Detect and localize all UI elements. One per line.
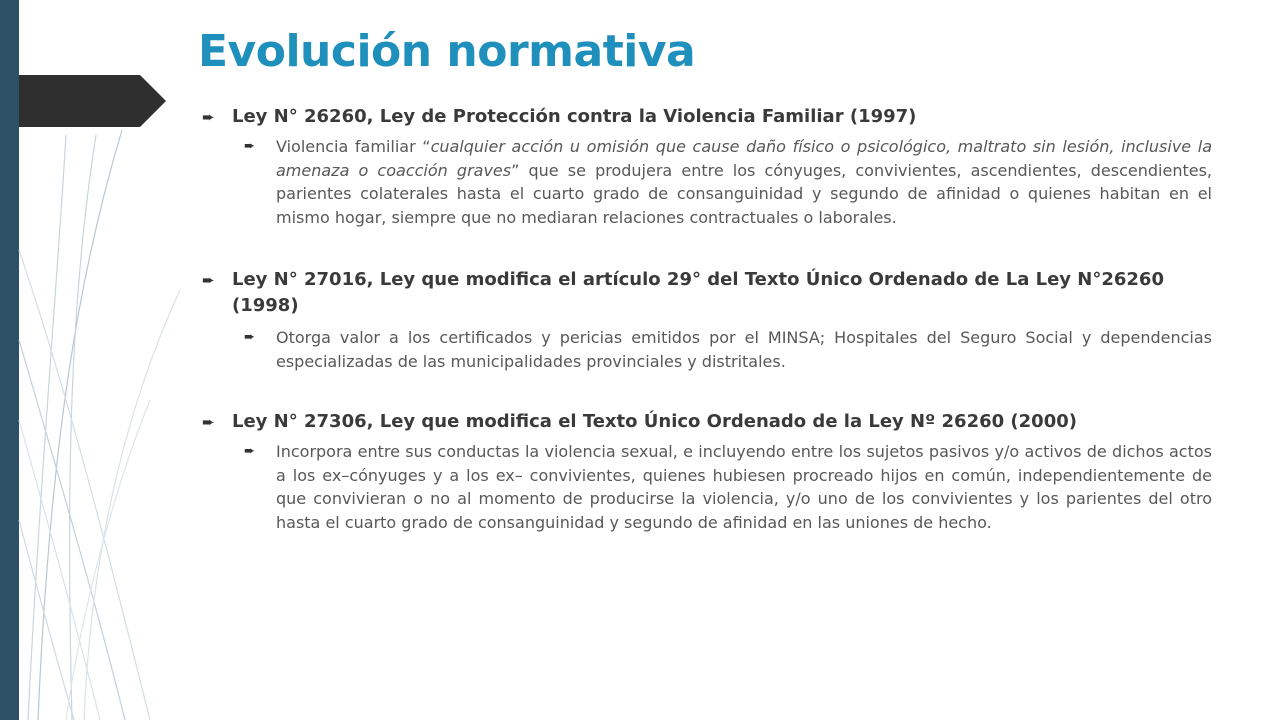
law-detail-text: Otorga valor a los certificados y pericias emitidos por el MINSA; Hospitales del Seguro Social y dependencias especializadas de las municipalidades provinciales y distritales. — [276, 328, 1212, 371]
law-heading-text: Ley N° 26260, Ley de Protección contra la Violencia Familiar (1997) — [232, 106, 917, 127]
page-title: Evolución normativa — [198, 26, 696, 77]
law-detail — [202, 135, 1212, 229]
law-detail-quote: cualquier acción u omisión que cause daño físico o psicológico, maltrato sin lesión, inclusive la amenaza o coacción graves — [276, 137, 1212, 180]
law-heading — [202, 104, 1212, 130]
slide-content — [202, 104, 1212, 534]
arrow-right-icon: ➨ — [202, 271, 215, 289]
law-section-27016 — [202, 267, 1212, 373]
law-heading-text: Ley N° 27306, Ley que modifica el Texto Único Ordenado de la Ley Nº 26260 (2000) — [232, 411, 1077, 432]
law-heading — [202, 267, 1212, 319]
decorative-curves — [19, 130, 180, 720]
law-detail — [202, 440, 1212, 534]
law-heading-text: Ley N° 27016, Ley que modifica el artículo 29° del Texto Único Ordenado de La Ley N°26260 (1998) — [232, 269, 1164, 316]
arrow-right-icon: ➨ — [244, 444, 255, 459]
law-detail — [202, 326, 1212, 373]
arrow-right-icon: ➨ — [202, 108, 215, 126]
sidebar-band — [0, 0, 19, 720]
title-arrow-tab — [19, 75, 166, 127]
law-detail-suffix: ” que se produjera entre los cónyuges, convivientes, ascendientes, descendientes, parientes colaterales hasta el cuarto grado de consanguinidad y segundo de afinidad o quienes habitan en el mismo hogar, siempre que no mediaran relaciones contractuales o laborales. — [276, 160, 1212, 227]
law-section-27306 — [202, 409, 1212, 534]
arrow-right-icon: ➨ — [244, 330, 255, 345]
law-detail-prefix: Violencia familiar “ — [276, 137, 431, 156]
arrow-right-icon: ➨ — [244, 139, 255, 154]
law-section-26260 — [202, 104, 1212, 229]
law-detail-text: Incorpora entre sus conductas la violencia sexual, e incluyendo entre los sujetos pasivos y/o activos de dichos actos a los ex–cónyuges y a los ex– convivientes, quienes hubiesen procreado hijos en común, independientemente de que convivieran o no al momento de producirse la violencia, y/o uno de los convivientes y los parientes del otro hasta el cuarto grado de consanguinidad y segundo de afinidad en las uniones de hecho. — [276, 442, 1212, 532]
law-heading — [202, 409, 1212, 435]
arrow-right-icon: ➨ — [202, 413, 215, 431]
